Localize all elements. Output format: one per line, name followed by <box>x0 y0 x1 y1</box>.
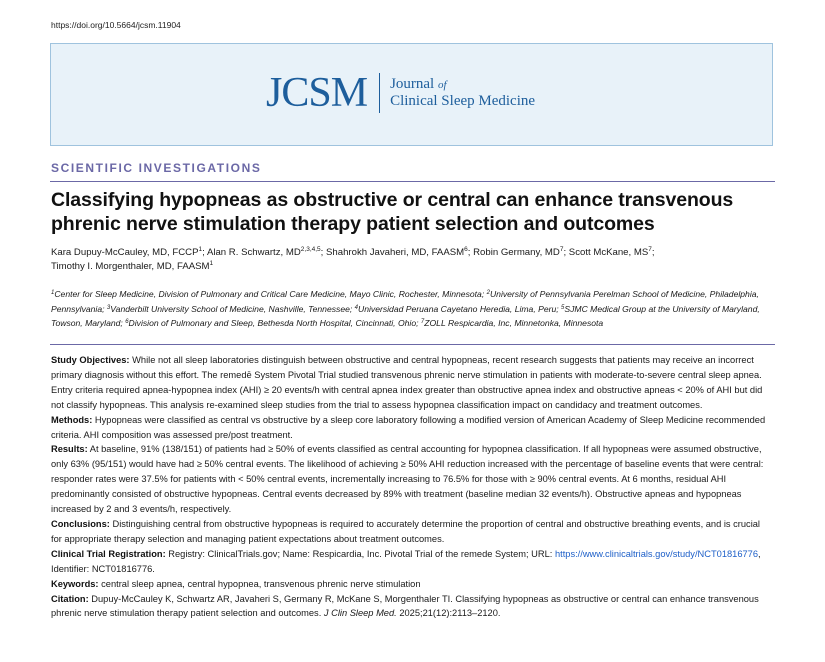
author-affil-ref: 1 <box>198 246 203 253</box>
author: Scott McKane, MS <box>568 247 649 258</box>
affiliation-number: 6 <box>125 319 129 325</box>
section-rule <box>50 181 775 182</box>
results-label: Results: <box>51 444 88 455</box>
objectives-text: While not all sleep laboratories distinguish between obstructive and central hypopneas, recent research suggests that patients may receive an incorrect primary diagnosis without this effort. The remedē System Pivotal Trial studied transvenous phrenic nerve stimulation in patients with moderate-to-severe central sleep apnea. Entry criteria required apnea-hypopnea index (AHI) ≥ 20 events/h with central apnea index greater than obstructive apnea index and obstructive apneas < 20% of AHI but did not classify hypopneas. This analysis re-examined sleep studies from the trial to assess hypopnea classification impact on candidacy and treatment outcomes. <box>51 355 763 410</box>
journal-name-of: of <box>437 78 447 91</box>
keywords-label: Keywords: <box>51 578 99 589</box>
registration-label: Clinical Trial Registration: <box>51 548 166 559</box>
abstract-keywords <box>51 577 773 592</box>
affiliation: Division of Pulmonary and Sleep, Bethesda North Hospital, Cincinnati, Ohio; <box>128 318 421 328</box>
keywords-text: central sleep apnea, central hypopnea, transvenous phrenic nerve stimulation <box>101 578 421 589</box>
results-text: At baseline, 91% (138/151) of patients had ≥ 50% of events classified as central accounting for hypopnea classification. If all hypopneas were assumed obstructive, only 63% (95/151) would have had ≥ 50% central events. The likelihood of achieving ≥ 50% AHI reduction increased with the percentage of baseline events that were central: responder rates were 37.5% for patients with < 50% central events, incrementally increasing to 76.5% for those with ≥ 90% central events. At 6 months, residual AHI predominantly consisted of obstructive hypopneas. Central events decreased by 89% with treatment (baseline median 32 events/h). Obstructive apneas and hypopneas increased by 2 and 3 events/h, respectively. <box>51 444 764 515</box>
journal-banner <box>50 43 773 146</box>
author-affil-ref: 6 <box>464 246 468 253</box>
registration-text: Registry: ClinicalTrials.gov; Name: Respicardia, Inc. Pivotal Trial of the remede System; URL: <box>168 548 555 559</box>
methods-text: Hypopneas were classified as central vs obstructive by a sleep core laboratory following a modified version of American Academy of Sleep Medicine recommended criteria. AHI composition was assessed pre/post treatment. <box>51 414 766 440</box>
article-title: Classifying hypopneas as obstructive or central can enhance transvenous phrenic nerve stimulation therapy patient selection and outcomes <box>51 189 734 235</box>
abstract-results <box>51 442 773 517</box>
affiliation-number: 2 <box>486 290 490 296</box>
abstract-objectives <box>51 353 773 413</box>
citation-label: Citation: <box>51 593 89 604</box>
citation-journal: J Clin Sleep Med. <box>323 608 397 619</box>
affiliations <box>51 287 773 331</box>
abstract-conclusions <box>51 517 773 547</box>
affiliation: SJMC Medical Group at the University of Maryland, Towson, Maryland; <box>51 303 760 328</box>
author-affil-ref: 1 <box>209 260 214 267</box>
author-separator: ; <box>320 247 327 258</box>
doi-link[interactable]: https://doi.org/10.5664/jcsm.11904 <box>51 20 181 30</box>
abstract-rule <box>50 344 775 345</box>
conclusions-text: Distinguishing central from obstructive hypopneas is required to accurately determine the proportion of central and obstructive breathing events, and is crucial for appropriate therapy selection and managing patient expectations about treatment outcomes. <box>51 518 760 544</box>
author: Robin Germany, MD <box>473 247 560 258</box>
affiliation: ZOLL Respicardia, Inc, Minnetonka, Minnesota <box>424 318 604 328</box>
journal-name-line1: Journal <box>390 75 438 92</box>
author-list <box>51 246 771 274</box>
affiliation-number: 3 <box>106 304 111 311</box>
registration-url-link[interactable]: https://www.clinicaltrials.gov/study/NCT01816776 <box>554 548 759 559</box>
abstract <box>51 353 773 621</box>
author-separator: ; <box>563 247 569 258</box>
author: Shahrokh Javaheri, MD, FAASM <box>326 247 465 258</box>
affiliation: Center for Sleep Medicine, Division of Pulmonary and Critical Care Medicine, Mayo Clinic, Rochester, Minnesota; <box>54 289 487 299</box>
journal-name-line2: Clinical Sleep Medicine <box>390 93 536 109</box>
citation-text: Dupuy-McCauley K, Schwartz AR, Javaheri S, Germany R, McKane S, Morgenthaler TI. Classifying hypopneas as obstructive or central can enhance transvenous phrenic nerve stimulation therapy patient selection and outcomes. <box>51 593 759 619</box>
author-affil-ref: 7 <box>559 246 564 253</box>
logo-divider <box>379 73 380 113</box>
methods-label: Methods: <box>51 414 93 425</box>
affiliation: Vanderbilt University School of Medicine, Nashville, Tennessee; <box>110 303 355 314</box>
abstract-methods <box>51 413 773 443</box>
affiliation-number: 5 <box>561 304 565 311</box>
citation-volume: 2025;21(12):2113–2120. <box>396 608 501 619</box>
section-heading: SCIENTIFIC INVESTIGATIONS <box>51 161 262 175</box>
affiliation: University of Pennsylvania Perelman School of Medicine, Philadelphia, Pennsylvania; <box>51 289 759 314</box>
abstract-citation <box>51 592 773 622</box>
affiliation-number: 1 <box>51 290 55 296</box>
conclusions-label: Conclusions: <box>51 518 110 529</box>
author: Timothy I. Morgenthaler, MD, FAASM <box>51 261 210 272</box>
author-separator: ; <box>467 247 474 258</box>
author-affil-ref: 7 <box>648 246 652 253</box>
journal-abbrev: JCSM <box>266 70 368 116</box>
journal-logo <box>266 68 535 118</box>
author-separator: ; <box>651 247 655 258</box>
registration-identifier: , Identifier: NCT01816776. <box>51 548 761 574</box>
affiliation: Universidad Peruana Cayetano Heredia, Lima, Peru; <box>358 303 562 314</box>
affiliation-number: 4 <box>354 304 359 311</box>
affiliation-number: 7 <box>420 319 425 325</box>
journal-name <box>390 76 535 111</box>
author: Alan R. Schwartz, MD <box>206 247 301 258</box>
abstract-registration <box>51 547 773 577</box>
author-separator: ; <box>202 247 207 258</box>
author: Kara Dupuy-McCauley, MD, FCCP <box>51 247 199 258</box>
author-affil-ref: 2,3,4,5 <box>300 246 321 253</box>
objectives-label: Study Objectives: <box>51 355 130 365</box>
